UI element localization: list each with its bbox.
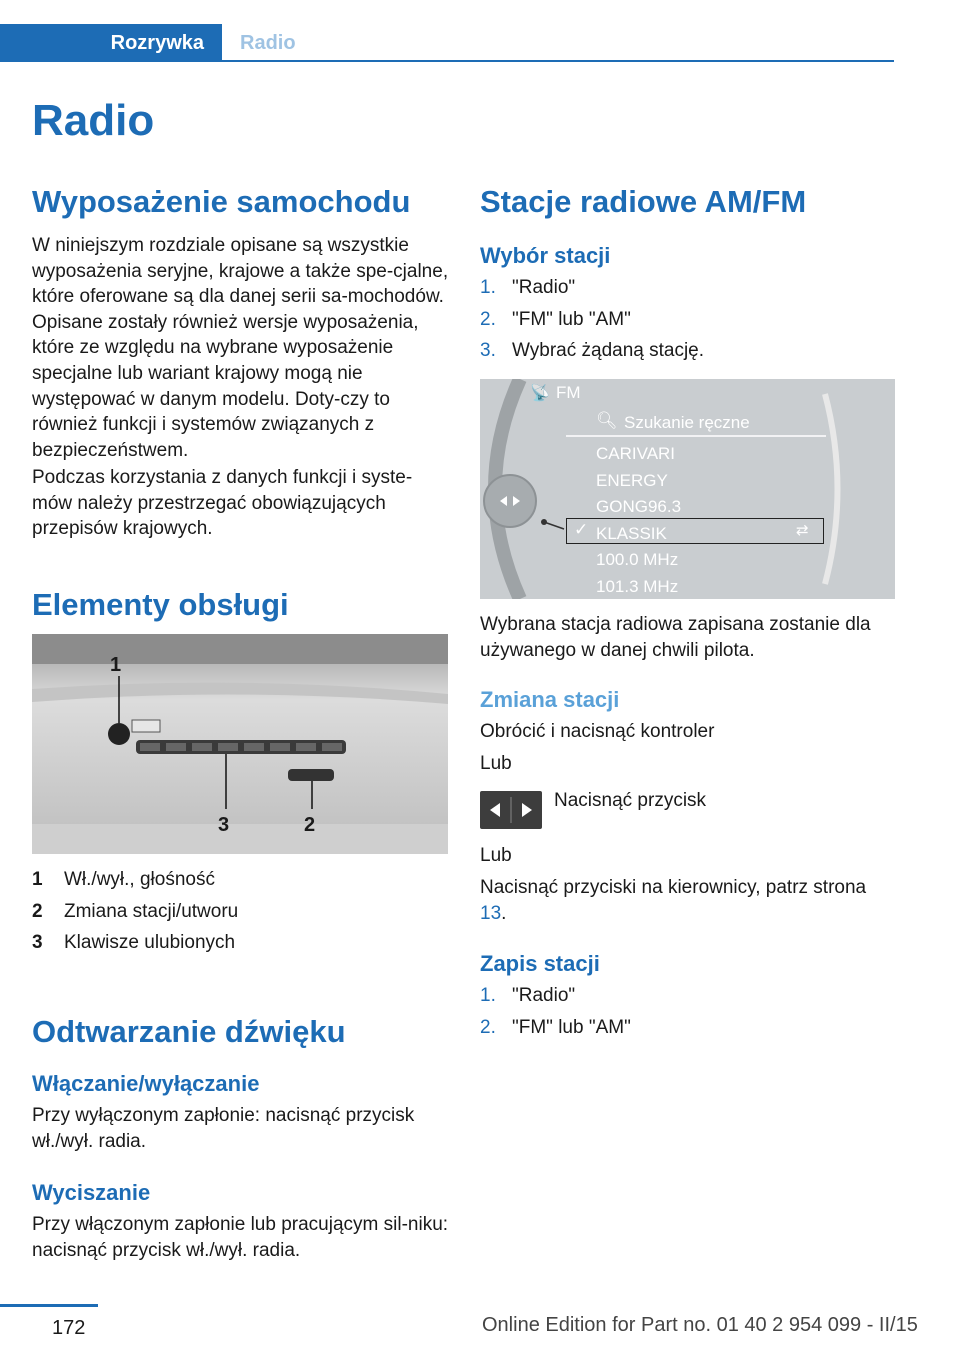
legend-item (32, 864, 238, 896)
antenna-icon: 📡 (530, 385, 550, 402)
station-item[interactable]: CARIVARI (596, 444, 676, 463)
step-number: 2. (480, 308, 496, 330)
step-text: "FM" lub "AM" (512, 1016, 631, 1038)
legend-number: 2 (32, 900, 43, 922)
step-item (480, 1012, 631, 1044)
equipment-paragraph-2: Podczas korzystania z danych funkcji i syste-mów należy przestrzegać obowiązujących przepisów krajowych. (32, 467, 413, 540)
subheading-store-station: Zapis stacji (480, 951, 600, 976)
step-item (480, 980, 631, 1012)
step-item (480, 304, 704, 336)
subheading-change-station: Zmiana stacji (480, 687, 620, 712)
legend-item (32, 927, 238, 959)
manual-search-item[interactable]: Szukanie ręczne (624, 413, 750, 432)
station-item[interactable]: 101.3 MHz (596, 576, 679, 596)
photo-label-2: 2 (304, 814, 316, 836)
station-item[interactable]: ENERGY (596, 470, 668, 490)
sentence-end: . (501, 902, 507, 924)
search-icon: 🔍︎ (596, 411, 618, 430)
step-text: "FM" lub "AM" (512, 308, 631, 330)
seek-buttons-image (480, 791, 542, 829)
page-title: Radio (32, 96, 155, 145)
or-text: Lub (480, 753, 512, 774)
press-button-text: Nacisnąć przycisk (554, 790, 707, 811)
step-number: 1. (480, 985, 496, 1006)
legend-text: Klawisze ulubionych (64, 932, 236, 953)
radio-screen (480, 379, 895, 599)
step-number: 2. (480, 1016, 496, 1038)
screen-decor (480, 379, 895, 599)
page-number: 172 (52, 1317, 86, 1339)
change-station-text: Obrócić i nacisnąć kontroler (480, 721, 715, 742)
step-text: "Radio" (512, 277, 576, 298)
step-number: 3. (480, 340, 496, 361)
legend-item (32, 896, 238, 928)
select-steps (480, 272, 704, 367)
tab-radio[interactable]: Radio (240, 31, 296, 54)
seek-arrows-icon (480, 791, 542, 829)
edition-text: Online Edition for Part no. 01 40 2 954 099 - II/15 (482, 1314, 918, 1336)
equipment-paragraph-1: W niniejszym rozdziale opisane są wszystkie wyposażenia seryjne, krajowe a także spe-cjalne, które oferowane są dla danej serii sa-mochodów. Opisane zostały również wersje wyposażenia, które ze względu na wybrane wyposażenie specjalne lub wariant krajowy mogą nie występować w danym modelu. Doty-czy to również funkcji i systemów związanych z bezpieczeństwem. (32, 235, 449, 461)
controls-legend (32, 864, 238, 959)
photo-label-1: 1 (110, 654, 122, 676)
screen-caption: Wybrana stacja radiowa zapisana zostanie dla używanego w danej chwili pilota. (480, 614, 871, 661)
step-item (480, 335, 704, 367)
power-text: Przy wyłączonym zapłonie: nacisnąć przycisk wł./wył. radia. (32, 1105, 415, 1152)
station-item[interactable]: GONG96.3 (596, 497, 682, 516)
photo-label-3: 3 (218, 814, 230, 836)
radio-panel-illustration (32, 634, 448, 854)
section-heading-playback: Odtwarzanie dźwięku (32, 1014, 346, 1049)
station-highlight (566, 518, 824, 544)
section-heading-equipment: Wyposażenie samochodu (32, 184, 411, 219)
checkmark-icon: ✓ (574, 520, 589, 539)
band-label: FM (556, 383, 581, 402)
station-item[interactable]: 100.0 MHz (596, 550, 679, 569)
legend-text: Wł./wył., głośność (64, 869, 215, 890)
legend-number: 3 (32, 932, 43, 953)
station-item-selected[interactable]: KLASSIK (596, 523, 667, 543)
legend-number: 1 (32, 869, 43, 890)
step-text: "Radio" (512, 985, 576, 1006)
step-text: Wybrać żądaną stację. (512, 340, 705, 361)
step-item (480, 272, 704, 304)
subheading-power: Włączanie/wyłączanie (32, 1071, 260, 1096)
header-divider (222, 60, 894, 62)
mute-text: Przy włączonym zapłonie lub pracującym sil-niku: nacisnąć przycisk wł./wył. radia. (32, 1214, 449, 1261)
steering-wheel-label: Nacisnąć przyciski na kierownicy, patrz strona (480, 877, 867, 898)
section-heading-controls: Elementy obsługi (32, 587, 289, 622)
steering-wheel-text (480, 875, 880, 926)
subheading-select-station: Wybór stacji (480, 243, 611, 268)
store-icon: ⇄ (796, 522, 809, 539)
step-number: 1. (480, 277, 496, 298)
footer-divider (0, 1304, 98, 1307)
controls-photo (32, 634, 448, 854)
subheading-mute: Wyciszanie (32, 1180, 151, 1205)
legend-text: Zmiana stacji/utworu (64, 900, 239, 922)
tab-rozrywka[interactable]: Rozrywka (0, 24, 222, 62)
section-heading-stations: Stacje radiowe AM/FM (480, 184, 807, 219)
store-steps (480, 980, 631, 1043)
page-link[interactable]: 13 (480, 902, 502, 924)
or-text: Lub (480, 845, 512, 866)
